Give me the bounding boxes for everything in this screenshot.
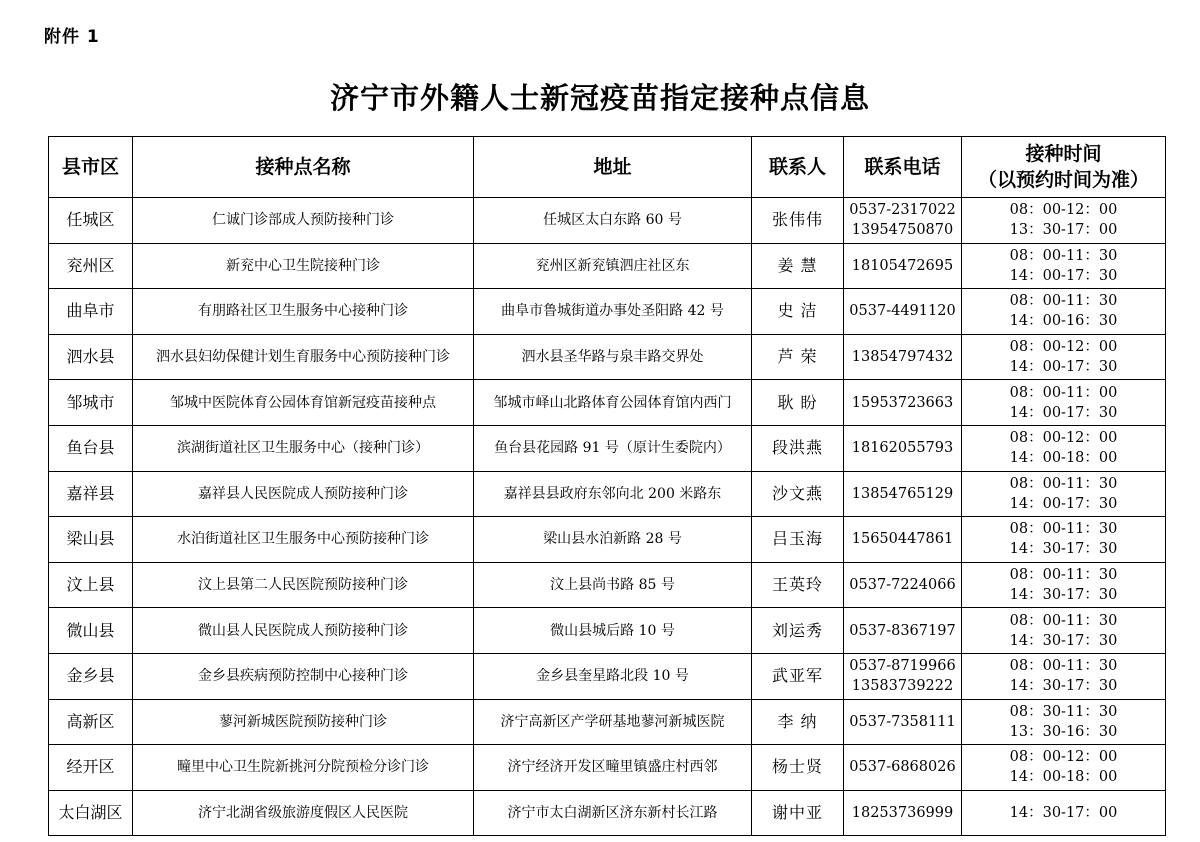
- cell-time: [962, 334, 1166, 380]
- phone-line-1: 15953723663: [851, 394, 954, 411]
- cell-site: 新兖中心卫生院接种门诊: [133, 243, 474, 289]
- cell-district: 经开区: [49, 745, 133, 791]
- cell-phone: [844, 289, 962, 335]
- phone-line-1: 0537-8367197: [849, 622, 956, 639]
- cell-site: 济宁北湖省级旅游度假区人民医院: [133, 790, 474, 836]
- cell-time: [962, 699, 1166, 745]
- cell-contact: 刘运秀: [752, 608, 844, 654]
- time-line-1: 08：00-11：30: [1009, 247, 1118, 264]
- cell-time: [962, 790, 1166, 836]
- time-line-1: 08：00-11：00: [1009, 384, 1118, 401]
- table-row: [49, 198, 1166, 244]
- phone-line-1: 15650447861: [851, 531, 954, 548]
- phone-line-1: 18105472695: [851, 257, 954, 274]
- cell-site: 滨湖街道社区卫生服务中心（接种门诊）: [133, 425, 474, 471]
- cell-time: [962, 471, 1166, 517]
- attachment-label: 附件 1: [44, 27, 100, 47]
- time-line-2: 14：30-17：30: [1009, 541, 1118, 558]
- cell-site: 邹城中医院体育公园体育馆新冠疫苗接种点: [133, 380, 474, 426]
- cell-address: 邹城市峄山北路体育公园体育馆内西门: [474, 380, 752, 426]
- cell-address: 嘉祥县县政府东邻向北 200 米路东: [474, 471, 752, 517]
- vaccination-sites-table: [48, 136, 1166, 836]
- time-line-1: 08：00-12：00: [1009, 430, 1118, 447]
- cell-phone: [844, 243, 962, 289]
- table-row: [49, 471, 1166, 517]
- table-row: [49, 334, 1166, 380]
- table-row: [49, 562, 1166, 608]
- header-phone: 联系电话: [844, 137, 962, 198]
- cell-address: 汶上县尚书路 85 号: [474, 562, 752, 608]
- cell-time: [962, 517, 1166, 563]
- header-time-line1: 接种时间: [1025, 143, 1102, 165]
- phone-line-1: 0537-8719966: [849, 658, 956, 675]
- phone-line-2: 13954750870: [851, 222, 954, 239]
- table-row: [49, 243, 1166, 289]
- phone-line-1: 13854765129: [851, 485, 954, 502]
- cell-site: 嘉祥县人民医院成人预防接种门诊: [133, 471, 474, 517]
- cell-time: [962, 380, 1166, 426]
- table-row: [49, 380, 1166, 426]
- time-line-2: 14：30-17：30: [1009, 678, 1118, 695]
- cell-contact: 吕玉海: [752, 517, 844, 563]
- cell-district: 邹城市: [49, 380, 133, 426]
- cell-site: 有朋路社区卫生服务中心接种门诊: [133, 289, 474, 335]
- phone-line-1: 0537-7358111: [849, 713, 956, 730]
- cell-address: 金乡县奎星路北段 10 号: [474, 653, 752, 699]
- cell-district: 泗水县: [49, 334, 133, 380]
- cell-contact: 谢中亚: [752, 790, 844, 836]
- cell-contact: 王英玲: [752, 562, 844, 608]
- phone-line-1: 0537-6868026: [849, 759, 956, 776]
- cell-time: [962, 425, 1166, 471]
- time-line-1: 08：00-12：00: [1009, 202, 1118, 219]
- phone-line-1: 0537-7224066: [849, 577, 956, 594]
- table-row: [49, 790, 1166, 836]
- cell-site: 水泊街道社区卫生服务中心预防接种门诊: [133, 517, 474, 563]
- cell-contact: 史 洁: [752, 289, 844, 335]
- cell-address: 兖州区新兖镇泗庄社区东: [474, 243, 752, 289]
- header-address: 地址: [474, 137, 752, 198]
- time-line-1: 08：00-11：30: [1009, 521, 1118, 538]
- table-row: [49, 608, 1166, 654]
- cell-phone: [844, 198, 962, 244]
- cell-contact: 耿 盼: [752, 380, 844, 426]
- phone-line-1: 0537-4491120: [849, 303, 956, 320]
- phone-line-1: 13854797432: [851, 349, 954, 366]
- time-line-2: 14：00-18：00: [1009, 769, 1118, 786]
- header-district: 县市区: [49, 137, 133, 198]
- cell-contact: 姜 慧: [752, 243, 844, 289]
- cell-district: 曲阜市: [49, 289, 133, 335]
- page-title: 济宁市外籍人士新冠疫苗指定接种点信息: [329, 81, 870, 115]
- header-time: [962, 137, 1166, 198]
- cell-district: 汶上县: [49, 562, 133, 608]
- cell-phone: [844, 334, 962, 380]
- cell-district: 鱼台县: [49, 425, 133, 471]
- cell-phone: [844, 745, 962, 791]
- cell-district: 金乡县: [49, 653, 133, 699]
- cell-address: 泗水县圣华路与泉丰路交界处: [474, 334, 752, 380]
- time-line-1: 08：00-11：30: [1009, 658, 1118, 675]
- cell-contact: 段洪燕: [752, 425, 844, 471]
- time-line-2: 13：30-17：00: [1009, 222, 1118, 239]
- cell-contact: 杨士贤: [752, 745, 844, 791]
- header-time-line2: （以预约时间为准）: [977, 169, 1149, 191]
- table-row: [49, 425, 1166, 471]
- cell-district: 任城区: [49, 198, 133, 244]
- cell-time: [962, 243, 1166, 289]
- cell-address: 济宁经济开发区疃里镇盛庄村西邻: [474, 745, 752, 791]
- cell-address: 微山县城后路 10 号: [474, 608, 752, 654]
- cell-address: 济宁高新区产学研基地蓼河新城医院: [474, 699, 752, 745]
- cell-time: [962, 562, 1166, 608]
- cell-contact: 沙文燕: [752, 471, 844, 517]
- cell-contact: 李 纳: [752, 699, 844, 745]
- cell-phone: [844, 608, 962, 654]
- cell-phone: [844, 699, 962, 745]
- cell-address: 鱼台县花园路 91 号（原计生委院内）: [474, 425, 752, 471]
- cell-phone: [844, 653, 962, 699]
- table-header-row: [49, 137, 1166, 198]
- time-line-1: 14：30-17：00: [1009, 805, 1118, 822]
- cell-phone: [844, 425, 962, 471]
- time-line-2: 14：30-17：30: [1009, 632, 1118, 649]
- time-line-2: 14：00-17：30: [1009, 359, 1118, 376]
- time-line-1: 08：30-11：30: [1009, 703, 1118, 720]
- cell-phone: [844, 380, 962, 426]
- cell-district: 梁山县: [49, 517, 133, 563]
- time-line-2: 14：00-17：30: [1009, 267, 1118, 284]
- table-row: [49, 289, 1166, 335]
- time-line-2: 14：00-16：30: [1009, 313, 1118, 330]
- cell-address: 济宁市太白湖新区济东新村长江路: [474, 790, 752, 836]
- cell-contact: 武亚军: [752, 653, 844, 699]
- cell-district: 兖州区: [49, 243, 133, 289]
- cell-site: 蓼河新城医院预防接种门诊: [133, 699, 474, 745]
- table-row: [49, 653, 1166, 699]
- time-line-1: 08：00-11：30: [1009, 475, 1118, 492]
- cell-phone: [844, 790, 962, 836]
- cell-address: 任城区太白东路 60 号: [474, 198, 752, 244]
- time-line-2: 14：00-17：30: [1009, 404, 1118, 421]
- cell-contact: 芦 荣: [752, 334, 844, 380]
- time-line-1: 08：00-12：00: [1009, 749, 1118, 766]
- time-line-1: 08：00-11：30: [1009, 567, 1118, 584]
- cell-time: [962, 198, 1166, 244]
- cell-phone: [844, 471, 962, 517]
- cell-district: 嘉祥县: [49, 471, 133, 517]
- time-line-2: 14：30-17：30: [1009, 587, 1118, 604]
- cell-site: 金乡县疾病预防控制中心接种门诊: [133, 653, 474, 699]
- cell-contact: 张伟伟: [752, 198, 844, 244]
- cell-site: 微山县人民医院成人预防接种门诊: [133, 608, 474, 654]
- phone-line-1: 18162055793: [851, 440, 954, 457]
- cell-site: 泗水县妇幼保健计划生育服务中心预防接种门诊: [133, 334, 474, 380]
- cell-phone: [844, 562, 962, 608]
- time-line-2: 13：30-16：30: [1009, 723, 1118, 740]
- phone-line-2: 13583739222: [851, 678, 954, 695]
- time-line-2: 14：00-18：00: [1009, 450, 1118, 467]
- phone-line-1: 18253736999: [851, 805, 954, 822]
- table-row: [49, 699, 1166, 745]
- time-line-1: 08：00-11：30: [1009, 612, 1118, 629]
- time-line-1: 08：00-12：00: [1009, 339, 1118, 356]
- cell-district: 高新区: [49, 699, 133, 745]
- cell-address: 梁山县水泊新路 28 号: [474, 517, 752, 563]
- cell-time: [962, 289, 1166, 335]
- cell-phone: [844, 517, 962, 563]
- cell-district: 微山县: [49, 608, 133, 654]
- table-row: [49, 517, 1166, 563]
- cell-time: [962, 745, 1166, 791]
- time-line-1: 08：00-11：30: [1009, 293, 1118, 310]
- cell-district: 太白湖区: [49, 790, 133, 836]
- header-site: 接种点名称: [133, 137, 474, 198]
- phone-line-1: 0537-2317022: [849, 202, 956, 219]
- cell-time: [962, 653, 1166, 699]
- header-contact: 联系人: [752, 137, 844, 198]
- cell-site: 汶上县第二人民医院预防接种门诊: [133, 562, 474, 608]
- cell-address: 曲阜市鲁城街道办事处圣阳路 42 号: [474, 289, 752, 335]
- cell-time: [962, 608, 1166, 654]
- cell-site: 仁诚门诊部成人预防接种门诊: [133, 198, 474, 244]
- table-row: [49, 745, 1166, 791]
- time-line-2: 14：00-17：30: [1009, 495, 1118, 512]
- cell-site: 疃里中心卫生院新挑河分院预检分诊门诊: [133, 745, 474, 791]
